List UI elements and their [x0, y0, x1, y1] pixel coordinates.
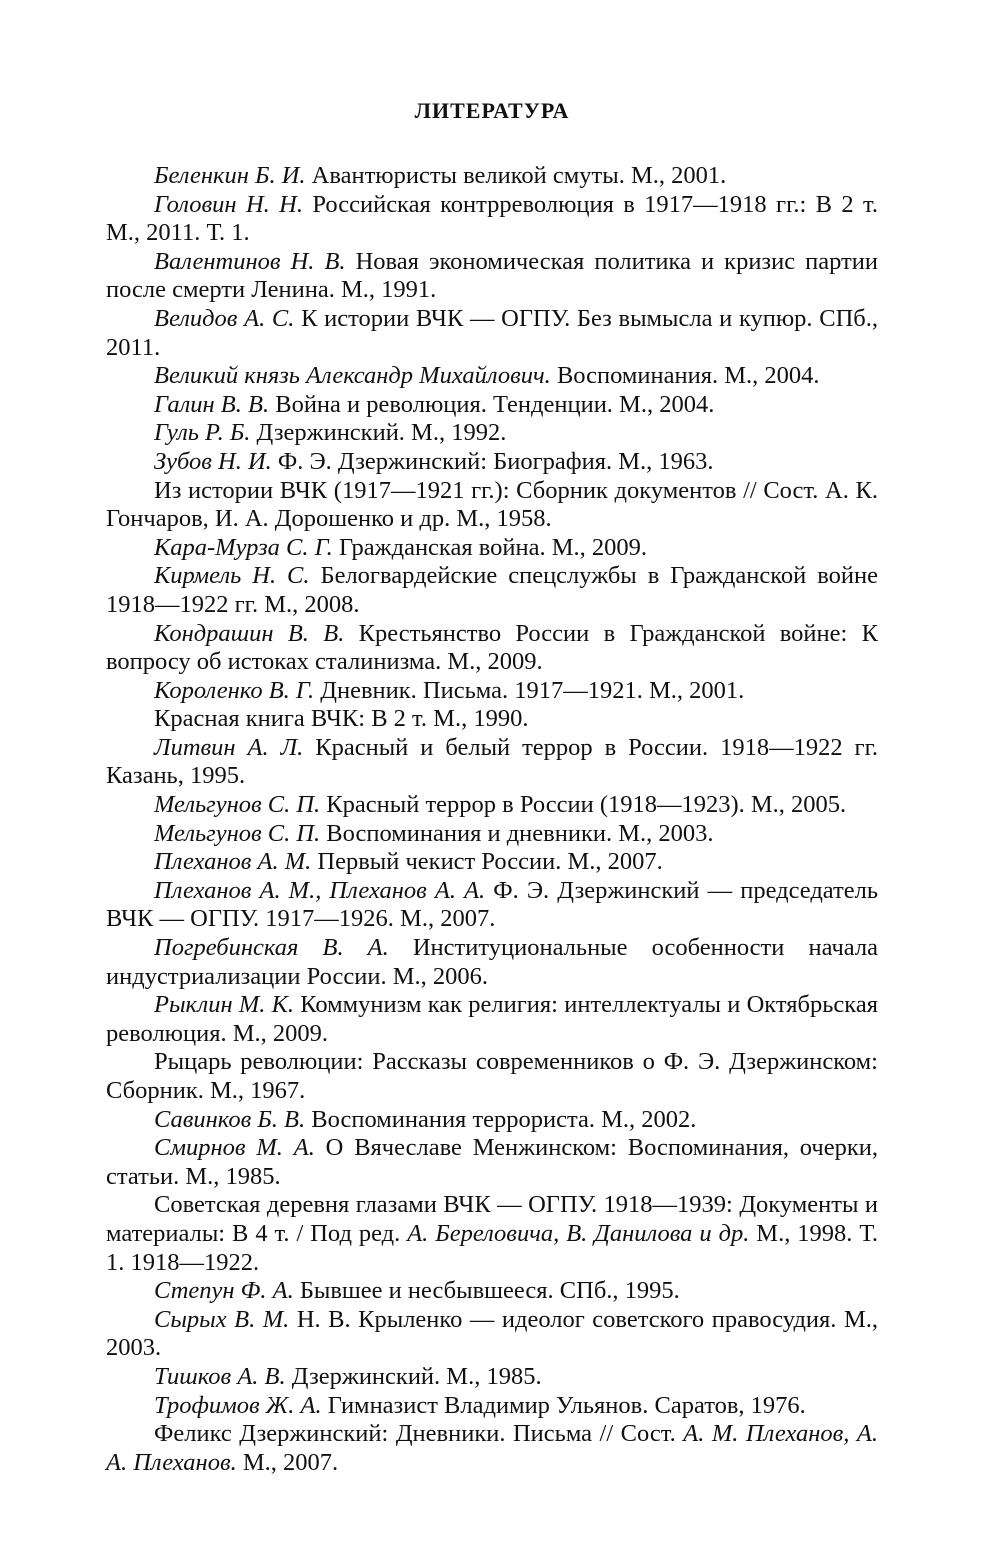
entry-author: А. М. Плеханов, А. А. Плеханов.	[106, 1420, 878, 1476]
entry-text: Первый чекист России. М., 2007.	[311, 848, 663, 876]
entry-text: Ф. Э. Дзержинский — председатель ВЧК — ОГПУ. 1917—1926. М., 2007.	[106, 876, 878, 933]
bibliography-entry	[106, 419, 878, 448]
bibliography-entry	[106, 562, 878, 619]
entry-text: М., 2007.	[236, 1448, 339, 1476]
entry-text: М., 1998. Т. 1. 1918—1922.	[106, 1219, 878, 1276]
entry-author: Валентинов Н. В.	[154, 247, 346, 275]
entry-text: Рыцарь революции: Рассказы современников о Ф. Э. Дзержинском: Сборник. М., 1967.	[106, 1048, 878, 1104]
entry-author: Головин Н. Н.	[154, 190, 303, 218]
bibliography-entry	[106, 305, 878, 362]
entry-text: Красный террор в России (1918—1923). М., 2005.	[320, 791, 847, 819]
bibliography-entry	[106, 1306, 878, 1363]
entry-text: Белогвардейские спецслужбы в Гражданской войне 1918—1922 гг. М., 2008.	[106, 562, 878, 618]
bibliography-entry	[106, 191, 878, 248]
entry-author: Зубов Н. И.	[154, 447, 272, 475]
entry-text: Крестьянство России в Гражданской войне: К вопросу об истоках сталинизма. М., 2009.	[106, 619, 878, 676]
entry-author: Савинков Б. В.	[154, 1105, 306, 1133]
entry-author: Степун Ф. А.	[154, 1277, 294, 1305]
bibliography-entry	[106, 534, 878, 563]
entry-author: А. Береловича, В. Данилова и др.	[407, 1219, 750, 1247]
entry-author: Кондрашин В. В.	[154, 619, 345, 647]
bibliography-entry	[106, 620, 878, 677]
bibliography-entry	[106, 791, 878, 820]
bibliography-entry	[106, 820, 878, 849]
bibliography-entry	[106, 162, 878, 191]
entry-author: Литвин А. Л.	[154, 733, 304, 761]
entry-author: Плеханов А. М.	[154, 848, 312, 876]
bibliography-entry	[106, 677, 878, 706]
entry-text: Красный и белый террор в России. 1918—1922 гг. Казань, 1995.	[106, 733, 879, 790]
entry-text: Воспоминания. М., 2004.	[550, 362, 820, 390]
bibliography-entry	[106, 1392, 878, 1421]
bibliography-entry	[106, 1134, 878, 1191]
bibliography-entry	[106, 362, 878, 391]
entry-text: Коммунизм как религия: интеллектуалы и Октябрьская революция. М., 2009.	[106, 991, 878, 1047]
bibliography-entry	[106, 1106, 878, 1135]
entry-author: Смирнов М. А.	[154, 1134, 315, 1162]
entry-text: Гражданская война. М., 2009.	[332, 533, 648, 561]
entry-text: Дзержинский. М., 1992.	[250, 419, 507, 447]
entry-text: Новая экономическая политика и кризис партии после смерти Ленина. М., 1991.	[106, 247, 878, 304]
entry-text: Красная книга ВЧК: В 2 т. М., 1990.	[154, 705, 529, 733]
entry-author: Короленко В. Г.	[154, 676, 315, 704]
bibliography-entry	[106, 734, 878, 791]
bibliography-entry	[106, 1191, 878, 1277]
entry-text: Советская деревня глазами ВЧК — ОГПУ. 1918—1939: Документы и материалы: В 4 т. / Под ред.	[106, 1191, 878, 1247]
bibliography-entry	[106, 848, 878, 877]
entry-author: Погребинская В. А.	[154, 934, 389, 962]
entry-text: Феликс Дзержинский: Дневники. Письма // Сост.	[154, 1420, 684, 1448]
entry-author: Беленкин Б. И.	[154, 162, 306, 189]
bibliography-entry	[106, 1420, 878, 1477]
entry-text: Дневник. Письма. 1917—1921. М., 2001.	[314, 676, 745, 704]
entry-author: Великий князь Александр Михайлович.	[154, 362, 551, 390]
entry-author: Рыклин М. К.	[154, 991, 295, 1019]
entry-author: Кирмель Н. С.	[154, 562, 310, 590]
bibliography-entry	[106, 877, 878, 934]
entry-text: К истории ВЧК — ОГПУ. Без вымысла и купюр. СПб., 2011.	[106, 304, 878, 361]
entry-text: Ф. Э. Дзержинский: Биография. М., 1963.	[271, 447, 714, 475]
bibliography-entry	[106, 934, 878, 991]
entry-author: Тишков А. В.	[154, 1362, 286, 1390]
entry-text: Н. В. Крыленко — идеолог советского правосудия. М., 2003.	[106, 1305, 878, 1362]
bibliography-entry	[106, 391, 878, 420]
entry-author: Мельгунов С. П.	[154, 791, 321, 819]
entry-text: Институциональные особенности начала индустриализации России. М., 2006.	[106, 934, 878, 990]
document-page	[106, 98, 878, 1477]
entry-text: Война и революция. Тенденции. М., 2004.	[269, 390, 715, 418]
entry-author: Сырых В. М.	[154, 1305, 290, 1333]
entry-author: Галин В. В.	[154, 390, 270, 418]
bibliography-entry	[106, 1048, 878, 1105]
entry-text: Гимназист Владимир Ульянов. Саратов, 1976.	[321, 1391, 806, 1419]
entry-author: Велидов А. С.	[154, 304, 295, 332]
page-title: ЛИТЕРАТУРА	[414, 98, 570, 123]
entry-text: Воспоминания террориста. М., 2002.	[305, 1105, 697, 1133]
bibliography-entry	[106, 1277, 878, 1306]
entry-text: Российская контрреволюция в 1917—1918 гг.: В 2 т. М., 2011. Т. 1.	[106, 190, 879, 247]
entry-text: Дзержинский. М., 1985.	[285, 1362, 542, 1390]
entry-text: Авантюристы великой смуты. М., 2001.	[305, 162, 727, 189]
bibliography-list	[106, 162, 878, 1477]
entry-text: Бывшее и несбывшееся. СПб., 1995.	[293, 1277, 680, 1305]
entry-author: Мельгунов С. П.	[154, 819, 321, 847]
bibliography-entry	[106, 248, 878, 305]
bibliography-entry	[106, 477, 878, 534]
entry-text: О Вячеславе Менжинском: Воспоминания, очерки, статьи. М., 1985.	[106, 1134, 879, 1190]
entry-text: Воспоминания и дневники. М., 2003.	[320, 819, 714, 847]
bibliography-entry	[106, 1363, 878, 1392]
entry-author: Гуль Р. Б.	[154, 419, 251, 447]
entry-text: Из истории ВЧК (1917—1921 гг.): Сборник документов // Сост. А. К. Гончаров, И. А. Дорошенко и др. М., 1958.	[106, 476, 878, 533]
bibliography-entry	[106, 991, 878, 1048]
bibliography-entry	[106, 705, 878, 734]
entry-author: Кара-Мурза С. Г.	[154, 533, 333, 561]
entry-author: Плеханов А. М., Плеханов А. А.	[154, 876, 486, 904]
entry-author: Трофимов Ж. А.	[154, 1391, 322, 1419]
bibliography-entry	[106, 448, 878, 477]
